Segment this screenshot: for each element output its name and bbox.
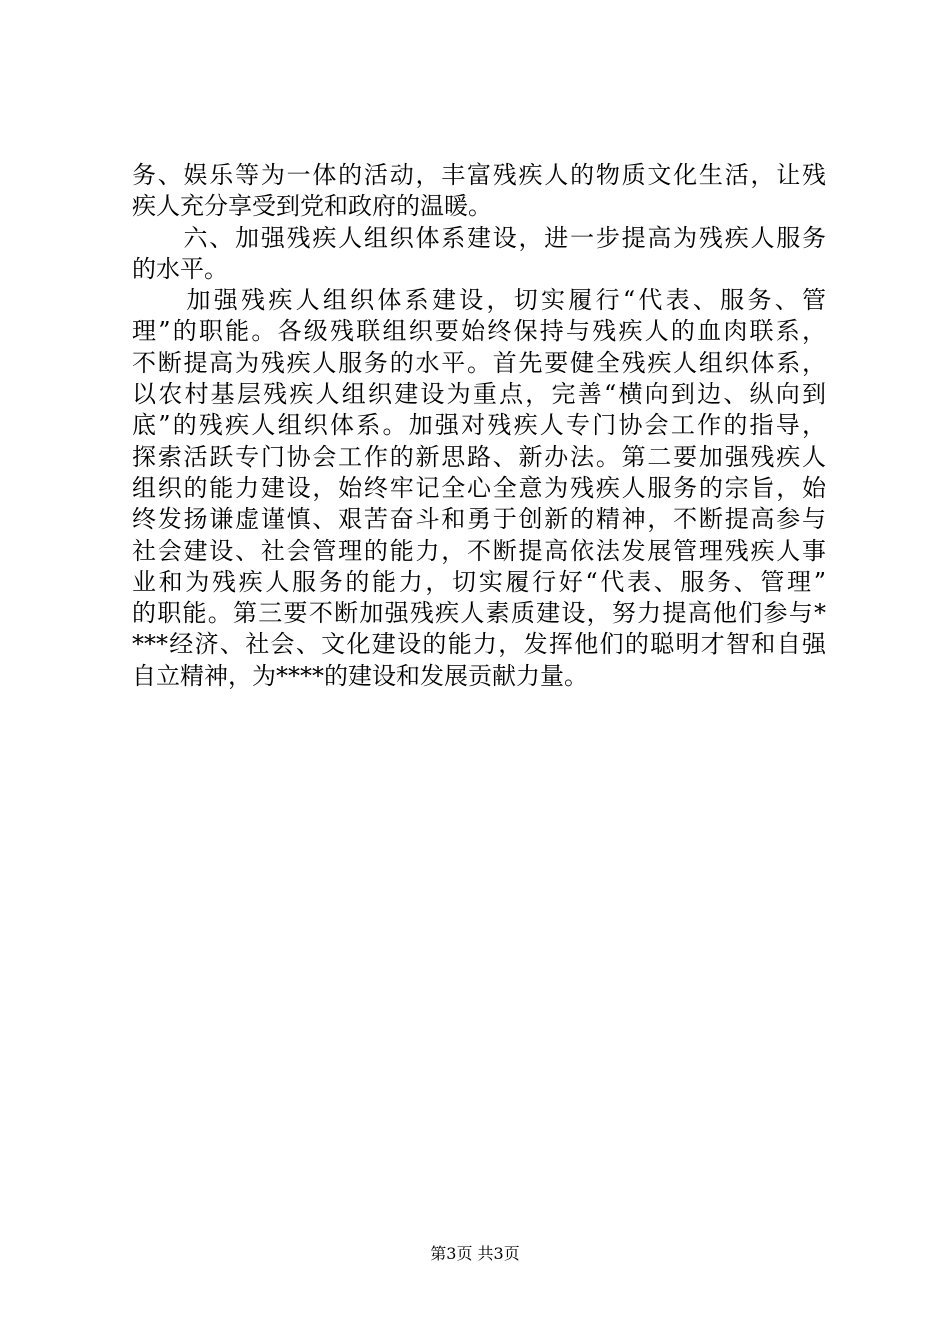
text-line: 业和为残疾人服务的能力，切实履行好“代表、服务、管理” [132, 567, 826, 596]
text-line: 探索活跃专门协会工作的新思路、新办法。第二要加强残疾人 [132, 442, 826, 471]
text-line: 加强残疾人组织体系建设，切实履行“代表、服务、管 [132, 286, 826, 315]
page-footer: 第3页 共3页 [430, 1244, 520, 1263]
text-line: ***经济、社会、文化建设的能力，发挥他们的聪明才智和自强 [132, 630, 826, 659]
text-line: 理”的职能。各级残联组织要始终保持与残疾人的血肉联系， [132, 317, 826, 346]
text-line: 不断提高为残疾人服务的水平。首先要健全残疾人组织体系， [132, 348, 826, 377]
text-line: 务、娱乐等为一体的活动，丰富残疾人的物质文化生活，让残 [132, 161, 826, 189]
text-line: 自立精神，为****的建设和发展贡献力量。 [132, 661, 588, 690]
section-heading-line: 六、加强残疾人组织体系建设，进一步提高为残疾人服务 [132, 223, 826, 252]
text-line: 终发扬谦虚谨慎、艰苦奋斗和勇于创新的精神，不断提高参与 [132, 505, 826, 534]
text-line: 社会建设、社会管理的能力，不断提高依法发展管理残疾人事 [132, 536, 826, 565]
text-line: 疾人充分享受到党和政府的温暖。 [132, 192, 492, 221]
text-line: 以农村基层残疾人组织建设为重点，完善“横向到边、纵向到 [132, 380, 826, 409]
text-line: 组织的能力建设，始终牢记全心全意为残疾人服务的宗旨，始 [132, 473, 826, 502]
text-line: 底”的残疾人组织体系。加强对残疾人专门协会工作的指导， [132, 411, 826, 440]
body-text [132, 160, 826, 692]
text-line: 的职能。第三要不断加强残疾人素质建设，努力提高他们参与* [132, 599, 826, 628]
section-heading-line: 的水平。 [132, 254, 228, 283]
